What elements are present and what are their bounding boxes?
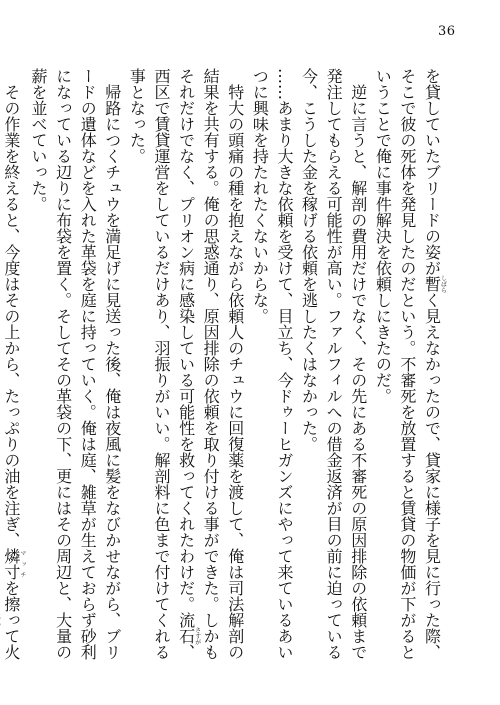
ruby-reading [0, 612, 1, 628]
ruby-annotation [422, 275, 447, 293]
ruby-base: 燐寸 [1, 548, 21, 580]
paragraph [0, 68, 25, 668]
paragraph [370, 68, 446, 668]
text-run: を擦って火 [1, 580, 21, 660]
paragraph [25, 68, 123, 668]
vertical-text-body [1, 68, 447, 668]
ruby-annotation [1, 548, 26, 580]
ruby-reading: しばら [439, 275, 447, 293]
text-run: ……あまり大きな依頼を受けて、目立ち、今ドゥーヒガンズにやって来ているあいつに興味を持たれたくないからな。 [250, 68, 294, 660]
ruby-base: 石 [176, 627, 196, 645]
text-run: 帰路につくチュウを満足げに見送った後、俺は夜風に髪をなびかせながら、ブリードの遺体などを入れた革袋を庭に持っていく。俺は庭、雑草が生えておらず砂利になっている辺りに布袋を置く。そしてその革袋の下、更にはその周辺と、大量の薪を並べていった。 [29, 68, 122, 660]
text-run: 逆に言うと、解剖の費用だけでなく、その先にある不審死の原因排除の依頼まで発注してもらえる可能性が高い。ファルフィルへの借金返済が目の前に迫っている今、こうした金を稼げる依頼を逃したくはなかった。 [299, 68, 368, 660]
ruby-reading: マッチ [18, 548, 26, 580]
ruby-reading: さすが [193, 627, 201, 645]
page-number: 36 [438, 24, 456, 39]
paragraph [296, 68, 370, 668]
ruby-base: 暫 [422, 275, 442, 293]
paragraph [124, 68, 247, 668]
text-run: 、西区で賃貸運営をしているだけあり、羽振りがいい。解剖料に色まで付けてくれる事となった。 [127, 68, 196, 660]
text-run: 特大の頭痛の種を抱えながら依頼人のチュウに回復薬を渡して、俺は司法解剖の結果を共有する。俺の思惑通り、原因排除の依頼を取り付ける事ができた。しかもそれだけでなく、プリオン病に感染している可能性を救ってくれたわけだ。流 [176, 68, 245, 660]
text-run: を貸していたブリードの姿が [422, 68, 442, 276]
text-run: その作業を終えると、今度はその上から、たっぷりの油を注ぎ、 [1, 84, 21, 548]
text-run: く見えなかったので、貸家に様子を見に行った際、そこで彼の死体を発見したのだという。不審死を放置すると賃貸の物価が下がるということで俺に事件解決を依頼しにきたのだ。 [373, 68, 442, 660]
ruby-annotation [176, 627, 201, 645]
paragraph [247, 68, 296, 668]
